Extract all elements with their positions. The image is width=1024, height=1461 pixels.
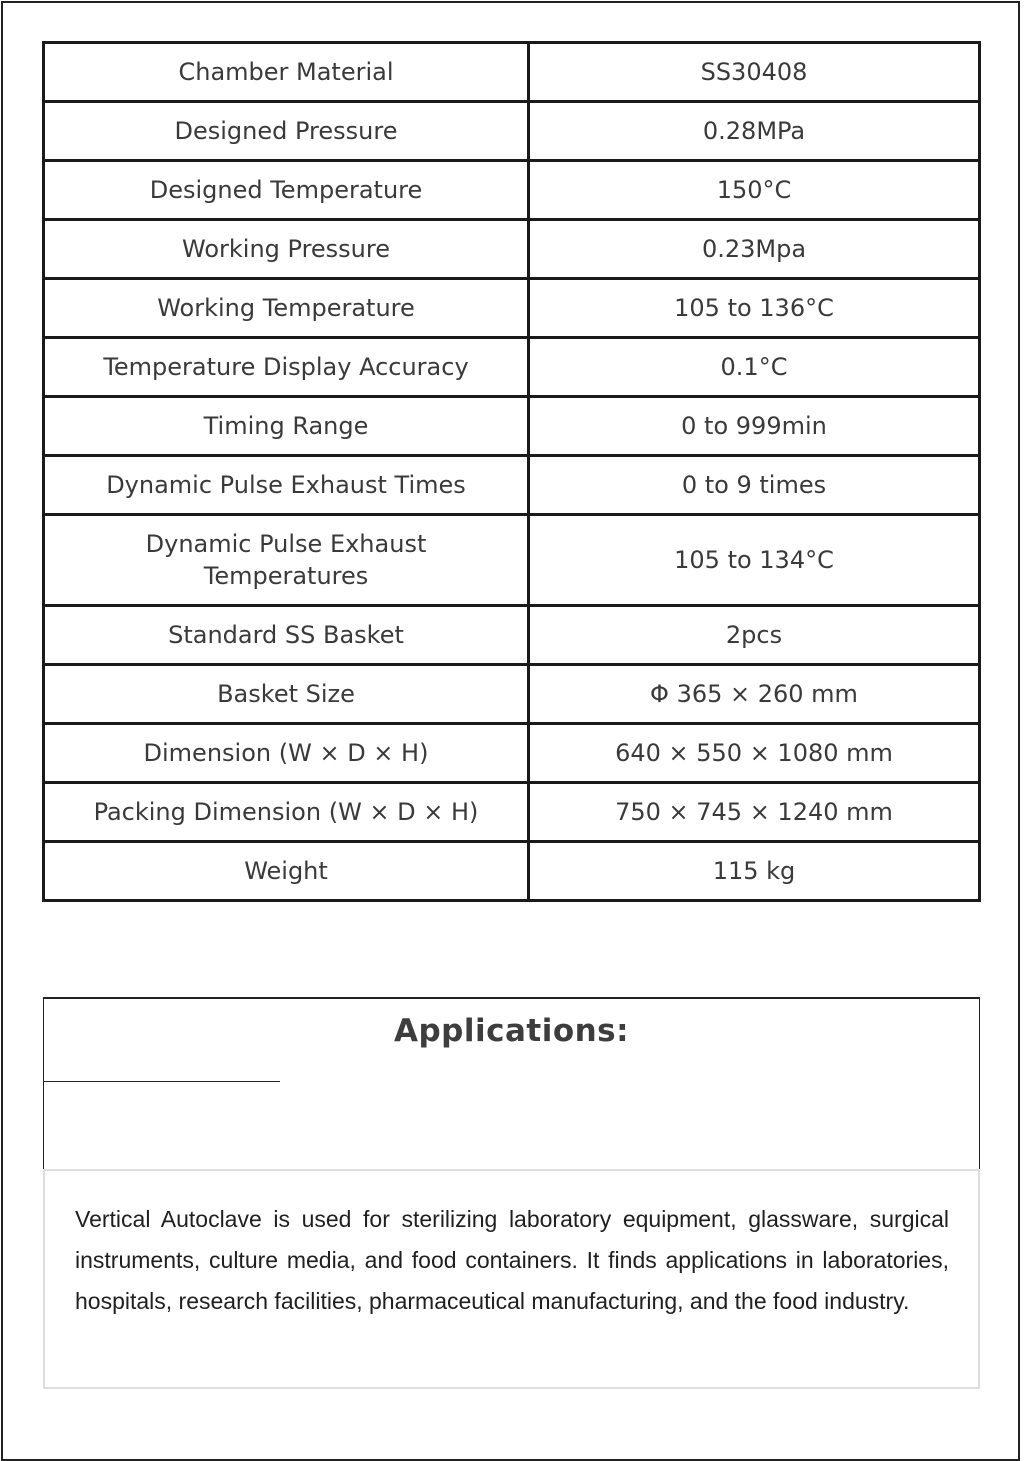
applications-description: Vertical Autoclave is used for sterilizing laboratory equipment, glassware, surgical instruments, culture media, and food containers. It finds applications in laboratories, hospitals, research facilities, pharmaceutical manufacturing, and the food industry.	[75, 1206, 949, 1314]
table-row	[44, 161, 980, 220]
spec-value: 2pcs	[529, 606, 980, 665]
spec-label: Standard SS Basket	[44, 606, 529, 665]
spec-value: 0.28MPa	[529, 102, 980, 161]
spec-label: Working Temperature	[44, 279, 529, 338]
spec-value: 105 to 134°C	[529, 515, 980, 606]
table-row	[44, 456, 980, 515]
table-row	[44, 606, 980, 665]
spec-label: Packing Dimension (W × D × H)	[44, 783, 529, 842]
table-row	[44, 783, 980, 842]
spec-label: Weight	[44, 842, 529, 901]
spec-value: 0 to 999min	[529, 397, 980, 456]
spec-label: Designed Pressure	[44, 102, 529, 161]
table-row	[44, 338, 980, 397]
table-row	[44, 43, 980, 102]
spec-value: 0.1°C	[529, 338, 980, 397]
spec-label: Basket Size	[44, 665, 529, 724]
table-row	[44, 102, 980, 161]
table-row	[44, 279, 980, 338]
applications-body	[43, 1169, 980, 1389]
spec-value: SS30408	[529, 43, 980, 102]
spec-value: 0.23Mpa	[529, 220, 980, 279]
spec-label: Dimension (W × D × H)	[44, 724, 529, 783]
table-row	[44, 724, 980, 783]
table-row	[44, 842, 980, 901]
spec-label: Chamber Material	[44, 43, 529, 102]
spec-value: 105 to 136°C	[529, 279, 980, 338]
spec-label: Timing Range	[44, 397, 529, 456]
specifications-table	[42, 41, 981, 902]
spec-label: Working Pressure	[44, 220, 529, 279]
spec-value: 0 to 9 times	[529, 456, 980, 515]
table-row	[44, 665, 980, 724]
applications-title: Applications:	[393, 1013, 630, 1049]
spec-label: Temperature Display Accuracy	[44, 338, 529, 397]
title-underline-divider	[44, 1081, 280, 1082]
spec-label: Dynamic Pulse Exhaust Temperatures	[44, 515, 529, 606]
spec-value: 150°C	[529, 161, 980, 220]
applications-header	[43, 997, 980, 1169]
spec-value: 115 kg	[529, 842, 980, 901]
table-row	[44, 515, 980, 606]
spec-value: 640 × 550 × 1080 mm	[529, 724, 980, 783]
spec-label: Designed Temperature	[44, 161, 529, 220]
spec-value: Φ 365 × 260 mm	[529, 665, 980, 724]
table-row	[44, 220, 980, 279]
spec-value: 750 × 745 × 1240 mm	[529, 783, 980, 842]
spec-label: Dynamic Pulse Exhaust Times	[44, 456, 529, 515]
table-row	[44, 397, 980, 456]
